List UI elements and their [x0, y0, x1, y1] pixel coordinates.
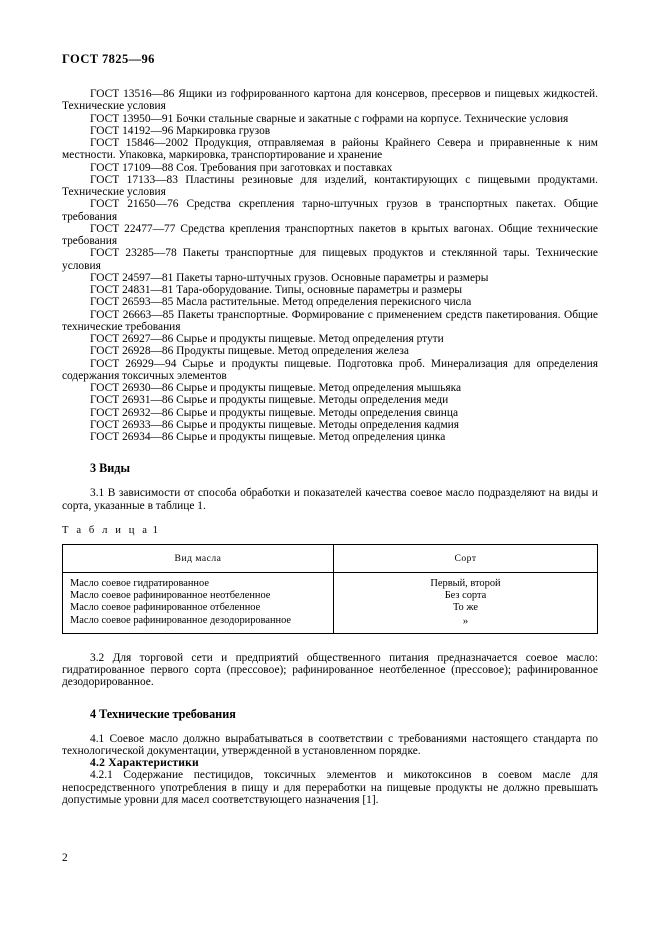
table-column-header-vid-masla: Вид масла — [63, 544, 334, 572]
oil-types-table — [62, 544, 598, 634]
table-caption-label: Т а б л и ц а — [62, 524, 150, 536]
reference-item: ГОСТ 17133—83 Пластины резиновые для изделий, контактирующих с пищевыми продуктами. Технические условия — [62, 173, 598, 198]
table-header-row — [63, 544, 598, 572]
list-item: Первый, второй — [430, 577, 501, 589]
spacer — [62, 689, 598, 707]
table-column-header-sort: Сорт — [334, 544, 598, 572]
oil-type-list — [63, 578, 333, 627]
reference-item: ГОСТ 13516—86 Ящики из гофрированного картона для консервов, пресервов и пищевых жидкостей. Технические условия — [62, 88, 598, 113]
clause-3-2: 3.2 Для торговой сети и предприятий общественного питания предназначается соевое масло: гидратированное первого сорта (прессовое); рафинированное неотбеленное (прессовое); рафинированное дезодорированное. — [62, 651, 598, 689]
subsection-heading-harakteristiki: 4.2 Характеристики — [90, 756, 199, 770]
clause-4-1: 4.1 Соевое масло должно вырабатываться в соответствии с требованиями настоящего стандарта по технологической документации, утвержденной в установленном порядке. — [62, 732, 598, 757]
reference-item: ГОСТ 26930—86 Сырье и продукты пищевые. Метод определения мышьяка — [90, 382, 462, 394]
reference-item: ГОСТ 21650—76 Средства скрепления тарно-штучных грузов в транспортных пакетах. Общие требования — [62, 198, 598, 223]
spacer — [62, 634, 598, 652]
table-cell-types — [63, 572, 334, 633]
reference-item: ГОСТ 26663—85 Пакеты транспортные. Формирование с применением средств пакетирования. Общие технические требования — [62, 308, 598, 333]
reference-item: ГОСТ 17109—88 Соя. Требования при заготовках и поставках — [90, 161, 393, 174]
reference-item: ГОСТ 26934—86 Сырье и продукты пищевые. Метод определения цинка — [90, 431, 446, 443]
section-heading-vidy: 3 Виды — [90, 461, 130, 476]
section-heading-technicheskie-trebovaniya: 4 Технические требования — [90, 706, 236, 721]
reference-item: ГОСТ 26593—85 Масла растительные. Метод определения перекисного числа — [90, 296, 472, 309]
spacer — [62, 512, 598, 524]
reference-item: ГОСТ 22477—77 Средства крепления транспортных пакетов в крытых вагонах. Общие технические требования — [62, 222, 598, 247]
page-number: 2 — [62, 852, 68, 864]
table-cell-grades — [334, 572, 598, 633]
reference-item: ГОСТ 26927—86 Сырье и продукты пищевые. Метод определения ртути — [90, 333, 444, 345]
reference-item: ГОСТ 14192—96 Маркировка грузов — [90, 124, 271, 137]
table-row — [63, 572, 598, 633]
spacer — [62, 721, 598, 733]
table-caption — [62, 524, 598, 537]
reference-item: ГОСТ 26932—86 Сырье и продукты пищевые. Методы определения свинца — [90, 406, 459, 419]
list-item: Масло соевое гидратированное — [70, 577, 209, 589]
clause-4-2-1: 4.2.1 Содержание пестицидов, токсичных элементов и микотоксинов в соевом масле для непосредственного употребления в пищу и для переработки на пищевые продукты не должно превышать допустимые уровни для масел соответствующего назначения [1]. — [62, 769, 598, 806]
table-caption-number: 1 — [152, 524, 158, 536]
list-item: То же — [452, 602, 478, 614]
oil-grade-list — [334, 578, 597, 627]
reference-item: ГОСТ 13950—91 Бочки стальные сварные и закатные с гофрами на корпусе. Технические условия — [90, 112, 569, 125]
spacer — [62, 537, 598, 544]
list-item: Без сорта — [444, 590, 487, 602]
reference-item: ГОСТ 26928—86 Продукты пищевые. Метод определения железа — [90, 345, 409, 358]
list-item: Масло соевое рафинированное дезодорированное — [70, 614, 292, 626]
clause-3-1: 3.1 В зависимости от способа обработки и показателей качества соевое масло подразделяют на виды и сорта, указанные в таблице 1. — [62, 487, 598, 512]
reference-item: ГОСТ 24831—81 Тара-оборудование. Типы, основные параметры и размеры — [90, 284, 463, 296]
reference-item: ГОСТ 26929—94 Сырье и продукты пищевые. Подготовка проб. Минерализация для определения содержания токсичных элементов — [62, 357, 598, 382]
reference-item: ГОСТ 24597—81 Пакеты тарно-штучных грузов. Основные параметры и размеры — [90, 271, 489, 284]
spacer — [62, 475, 598, 487]
reference-item: ГОСТ 15846—2002 Продукция, отправляемая в районы Крайнего Севера и приравненные к ним местности. Упаковка, маркировка, транспортирование и хранение — [62, 137, 598, 162]
table-head — [63, 544, 598, 572]
reference-item: ГОСТ 26933—86 Сырье и продукты пищевые. Методы определения кадмия — [90, 418, 460, 431]
list-item: Масло соевое рафинированное неотбеленное — [70, 590, 271, 602]
list-item: Масло соевое рафинированное отбеленное — [70, 602, 261, 614]
normative-references-list — [62, 88, 598, 443]
document-standard-header: ГОСТ 7825—96 — [62, 52, 155, 66]
reference-item: ГОСТ 26931—86 Сырье и продукты пищевые. Методы определения меди — [90, 394, 449, 407]
list-item-ditto: » — [462, 614, 469, 627]
document-body — [62, 88, 598, 806]
reference-item: ГОСТ 23285—78 Пакеты транспортные для пищевых продуктов и стеклянной тары. Технические условия — [62, 247, 598, 272]
table-body — [63, 572, 598, 633]
spacer — [62, 443, 598, 461]
